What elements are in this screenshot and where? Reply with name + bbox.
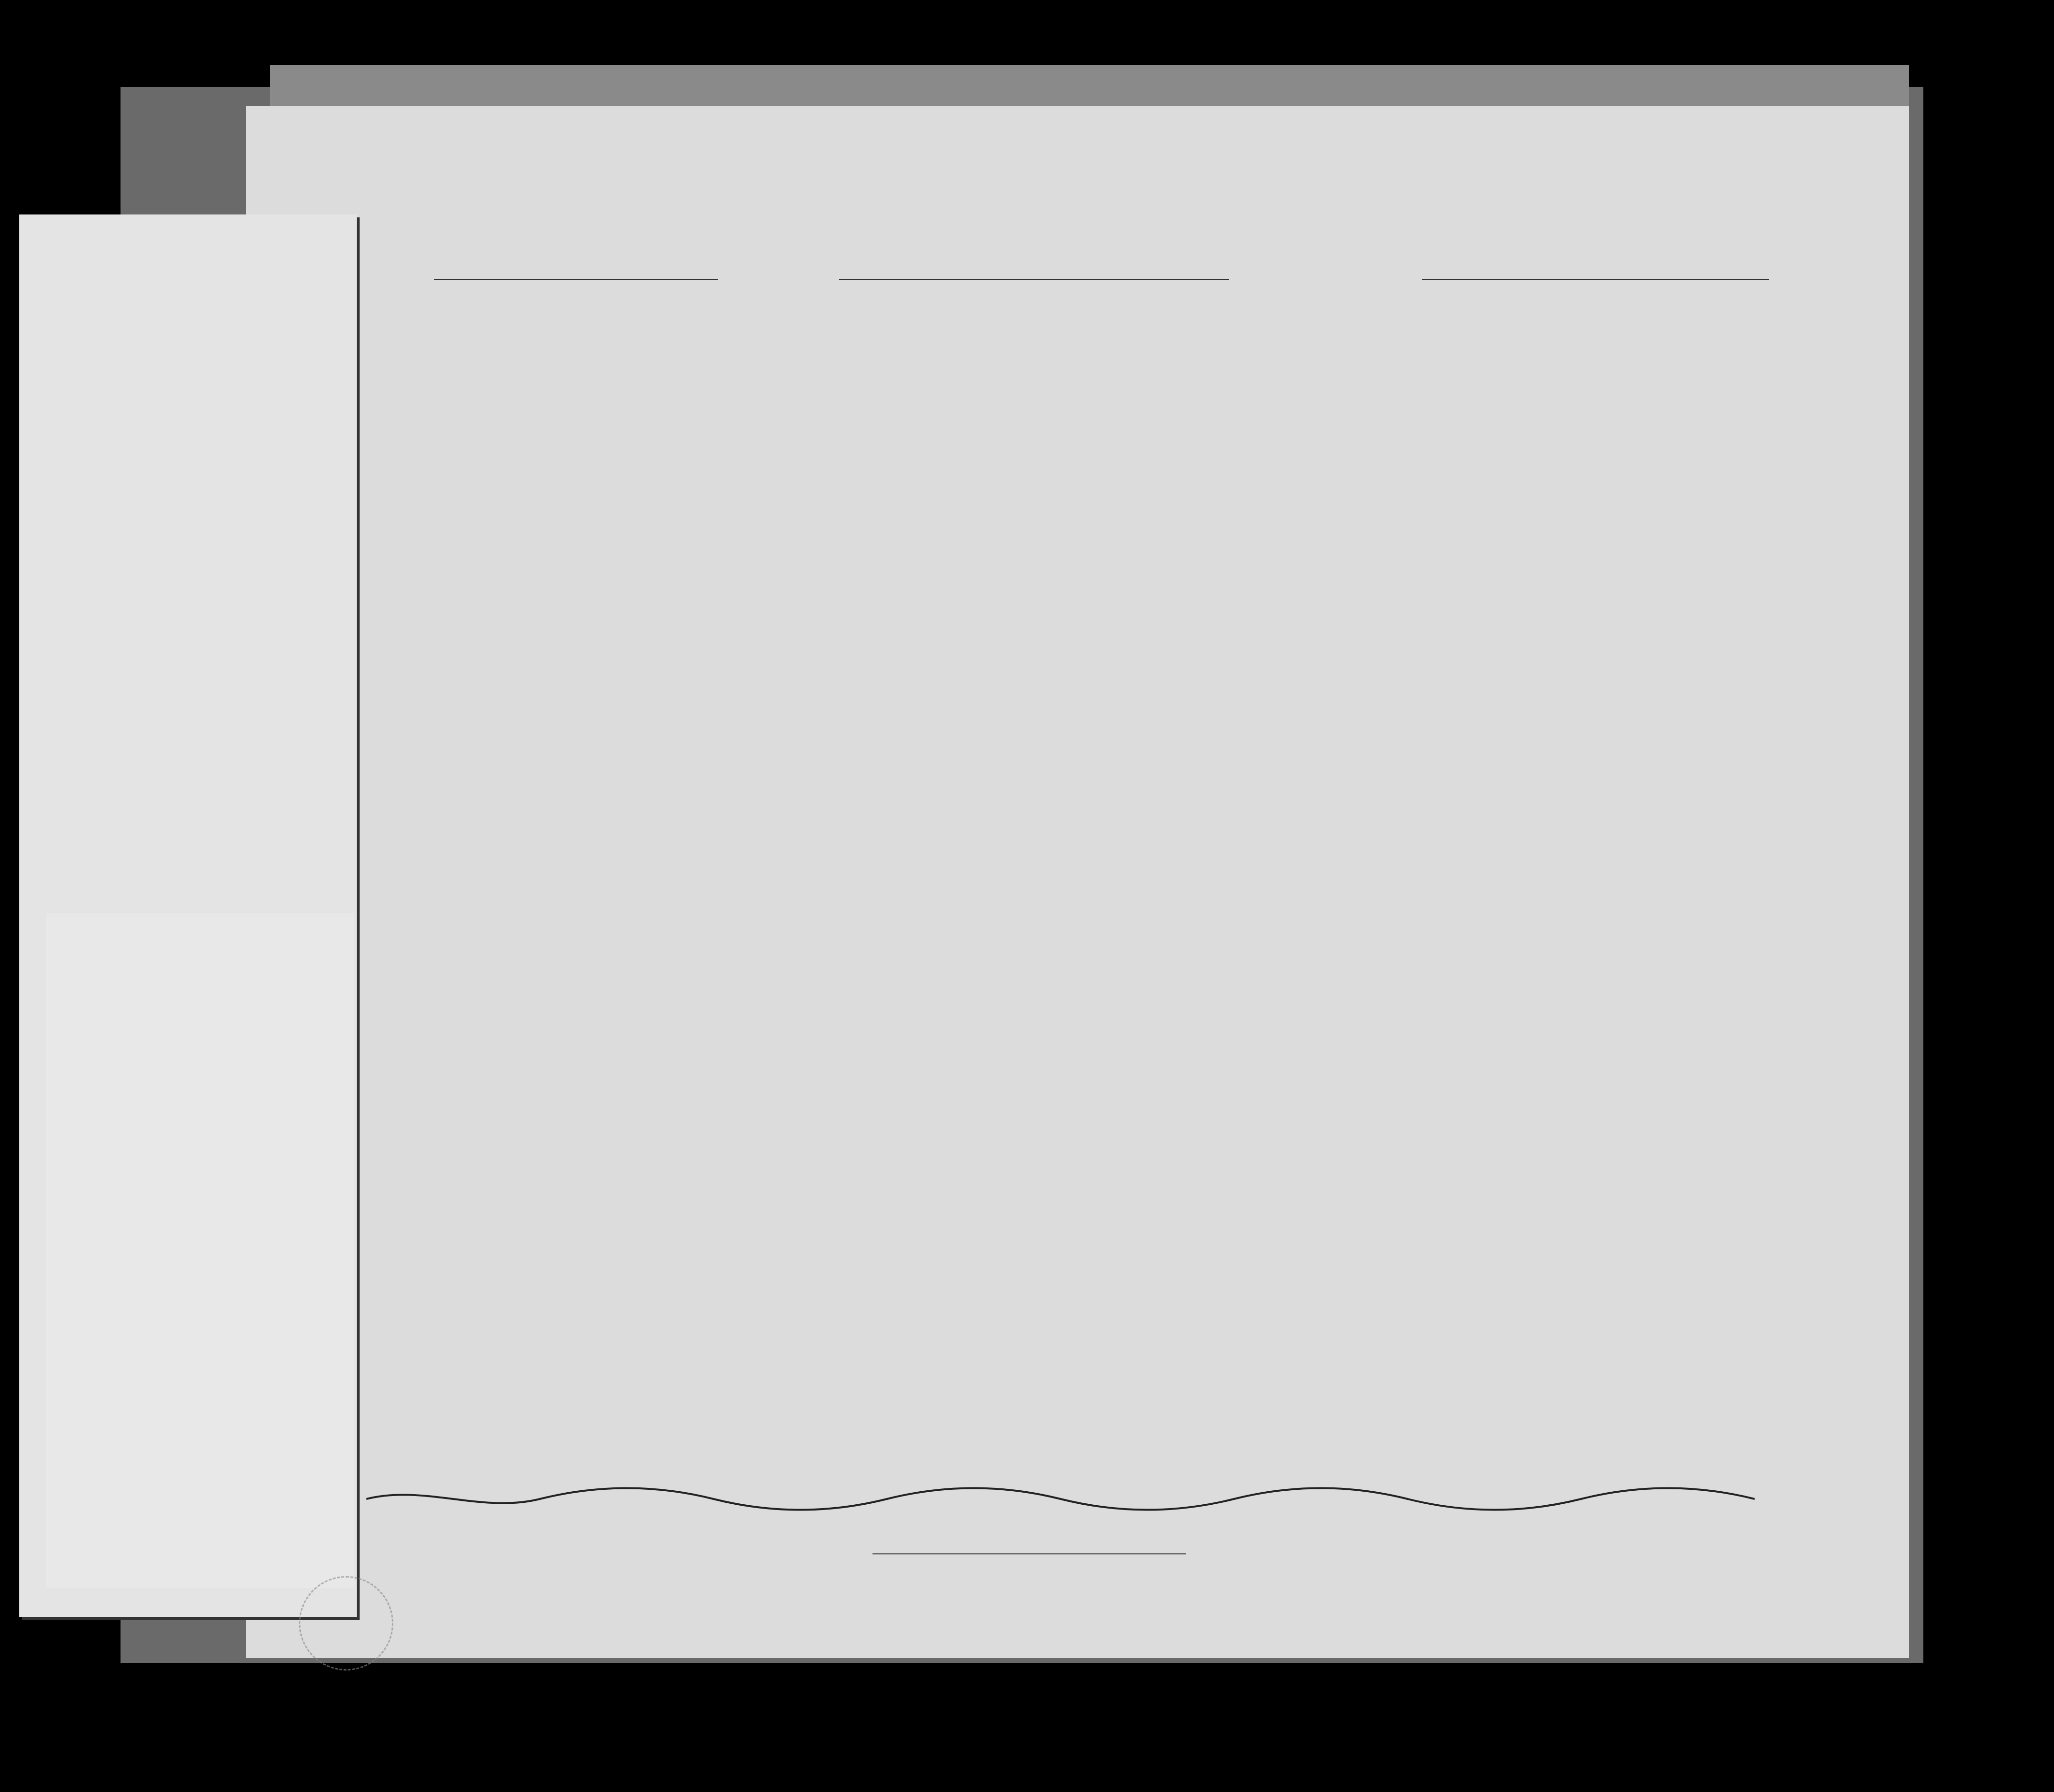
end-of-list-wave (366, 1484, 1755, 1513)
underline-vessel (434, 279, 718, 280)
discharged-slip (46, 913, 354, 1588)
official-stamp (299, 1576, 393, 1671)
underline-port (1422, 279, 1769, 280)
manifest-page (246, 106, 1909, 1658)
underline-arrival (839, 279, 1229, 280)
signature-line (873, 1553, 1186, 1554)
